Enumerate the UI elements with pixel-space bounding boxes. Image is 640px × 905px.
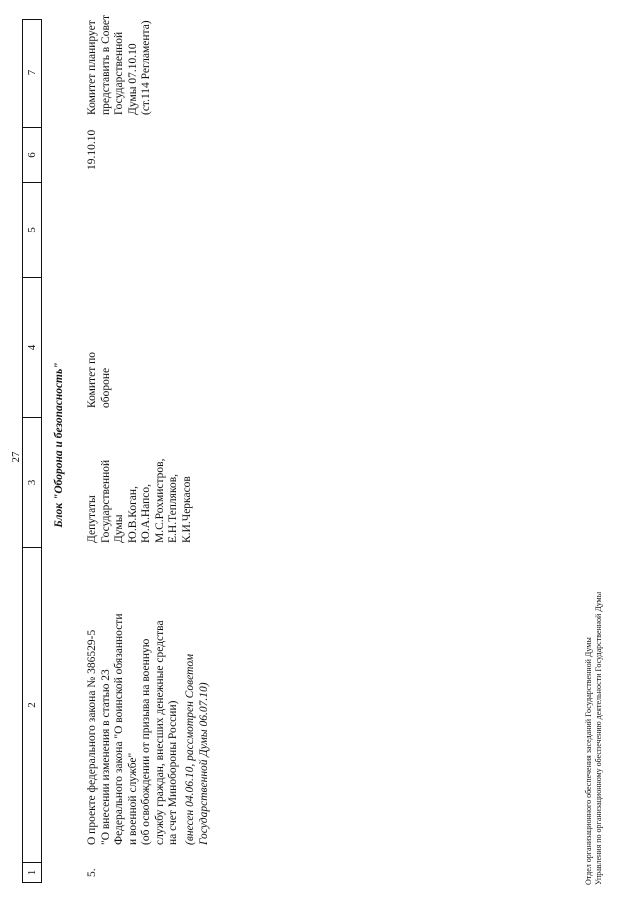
bill-title: О проекте федерального закона № 386529-5 "О внесении изменения в статью 23 Федерального закона "О воинской обязанности и военной службе" (об освобождении от призыва на военную службу граждан, внесших денежные средства на счет Минобороны России) xyxy=(86,613,180,845)
block-title: Блок "Оборона и безопасность" xyxy=(53,362,65,528)
page-number: 27 xyxy=(10,451,22,463)
column-number-3: 3 xyxy=(23,417,41,547)
column-number-4: 4 xyxy=(23,277,41,417)
bill-status-note: (внесен 04.06.10, рассмотрен Советом Государственной Думы 06.07.10) xyxy=(184,653,210,845)
column-number-5: 5 xyxy=(23,182,41,277)
column-number-2: 2 xyxy=(23,547,41,862)
committee-note: Комитет планирует представить в Совет Государственной Думы 07.10.10 (ст.114 Регламента) xyxy=(86,14,153,115)
row-number: 5. xyxy=(86,868,98,877)
bill-authors: Депутаты Государственной Думы Ю.В.Коган, Ю.А.Напсо, М.С.Рохмистров, Е.Н.Тепляков, К.И.Черкасов xyxy=(86,458,193,543)
consideration-date: 19.10.10 xyxy=(86,129,98,170)
column-number-header xyxy=(22,19,42,883)
column-number-1: 1 xyxy=(23,862,41,882)
column-number-6: 6 xyxy=(23,127,41,182)
column-number-7: 7 xyxy=(26,69,38,76)
responsible-committee: Комитет по обороне xyxy=(86,352,112,408)
footer-line-2: Управления по организационному обеспечению деятельности Государственной Думы xyxy=(594,591,603,885)
footer-line-1: Отдел организационного обеспечения заседаний Государственной Думы xyxy=(584,637,593,885)
